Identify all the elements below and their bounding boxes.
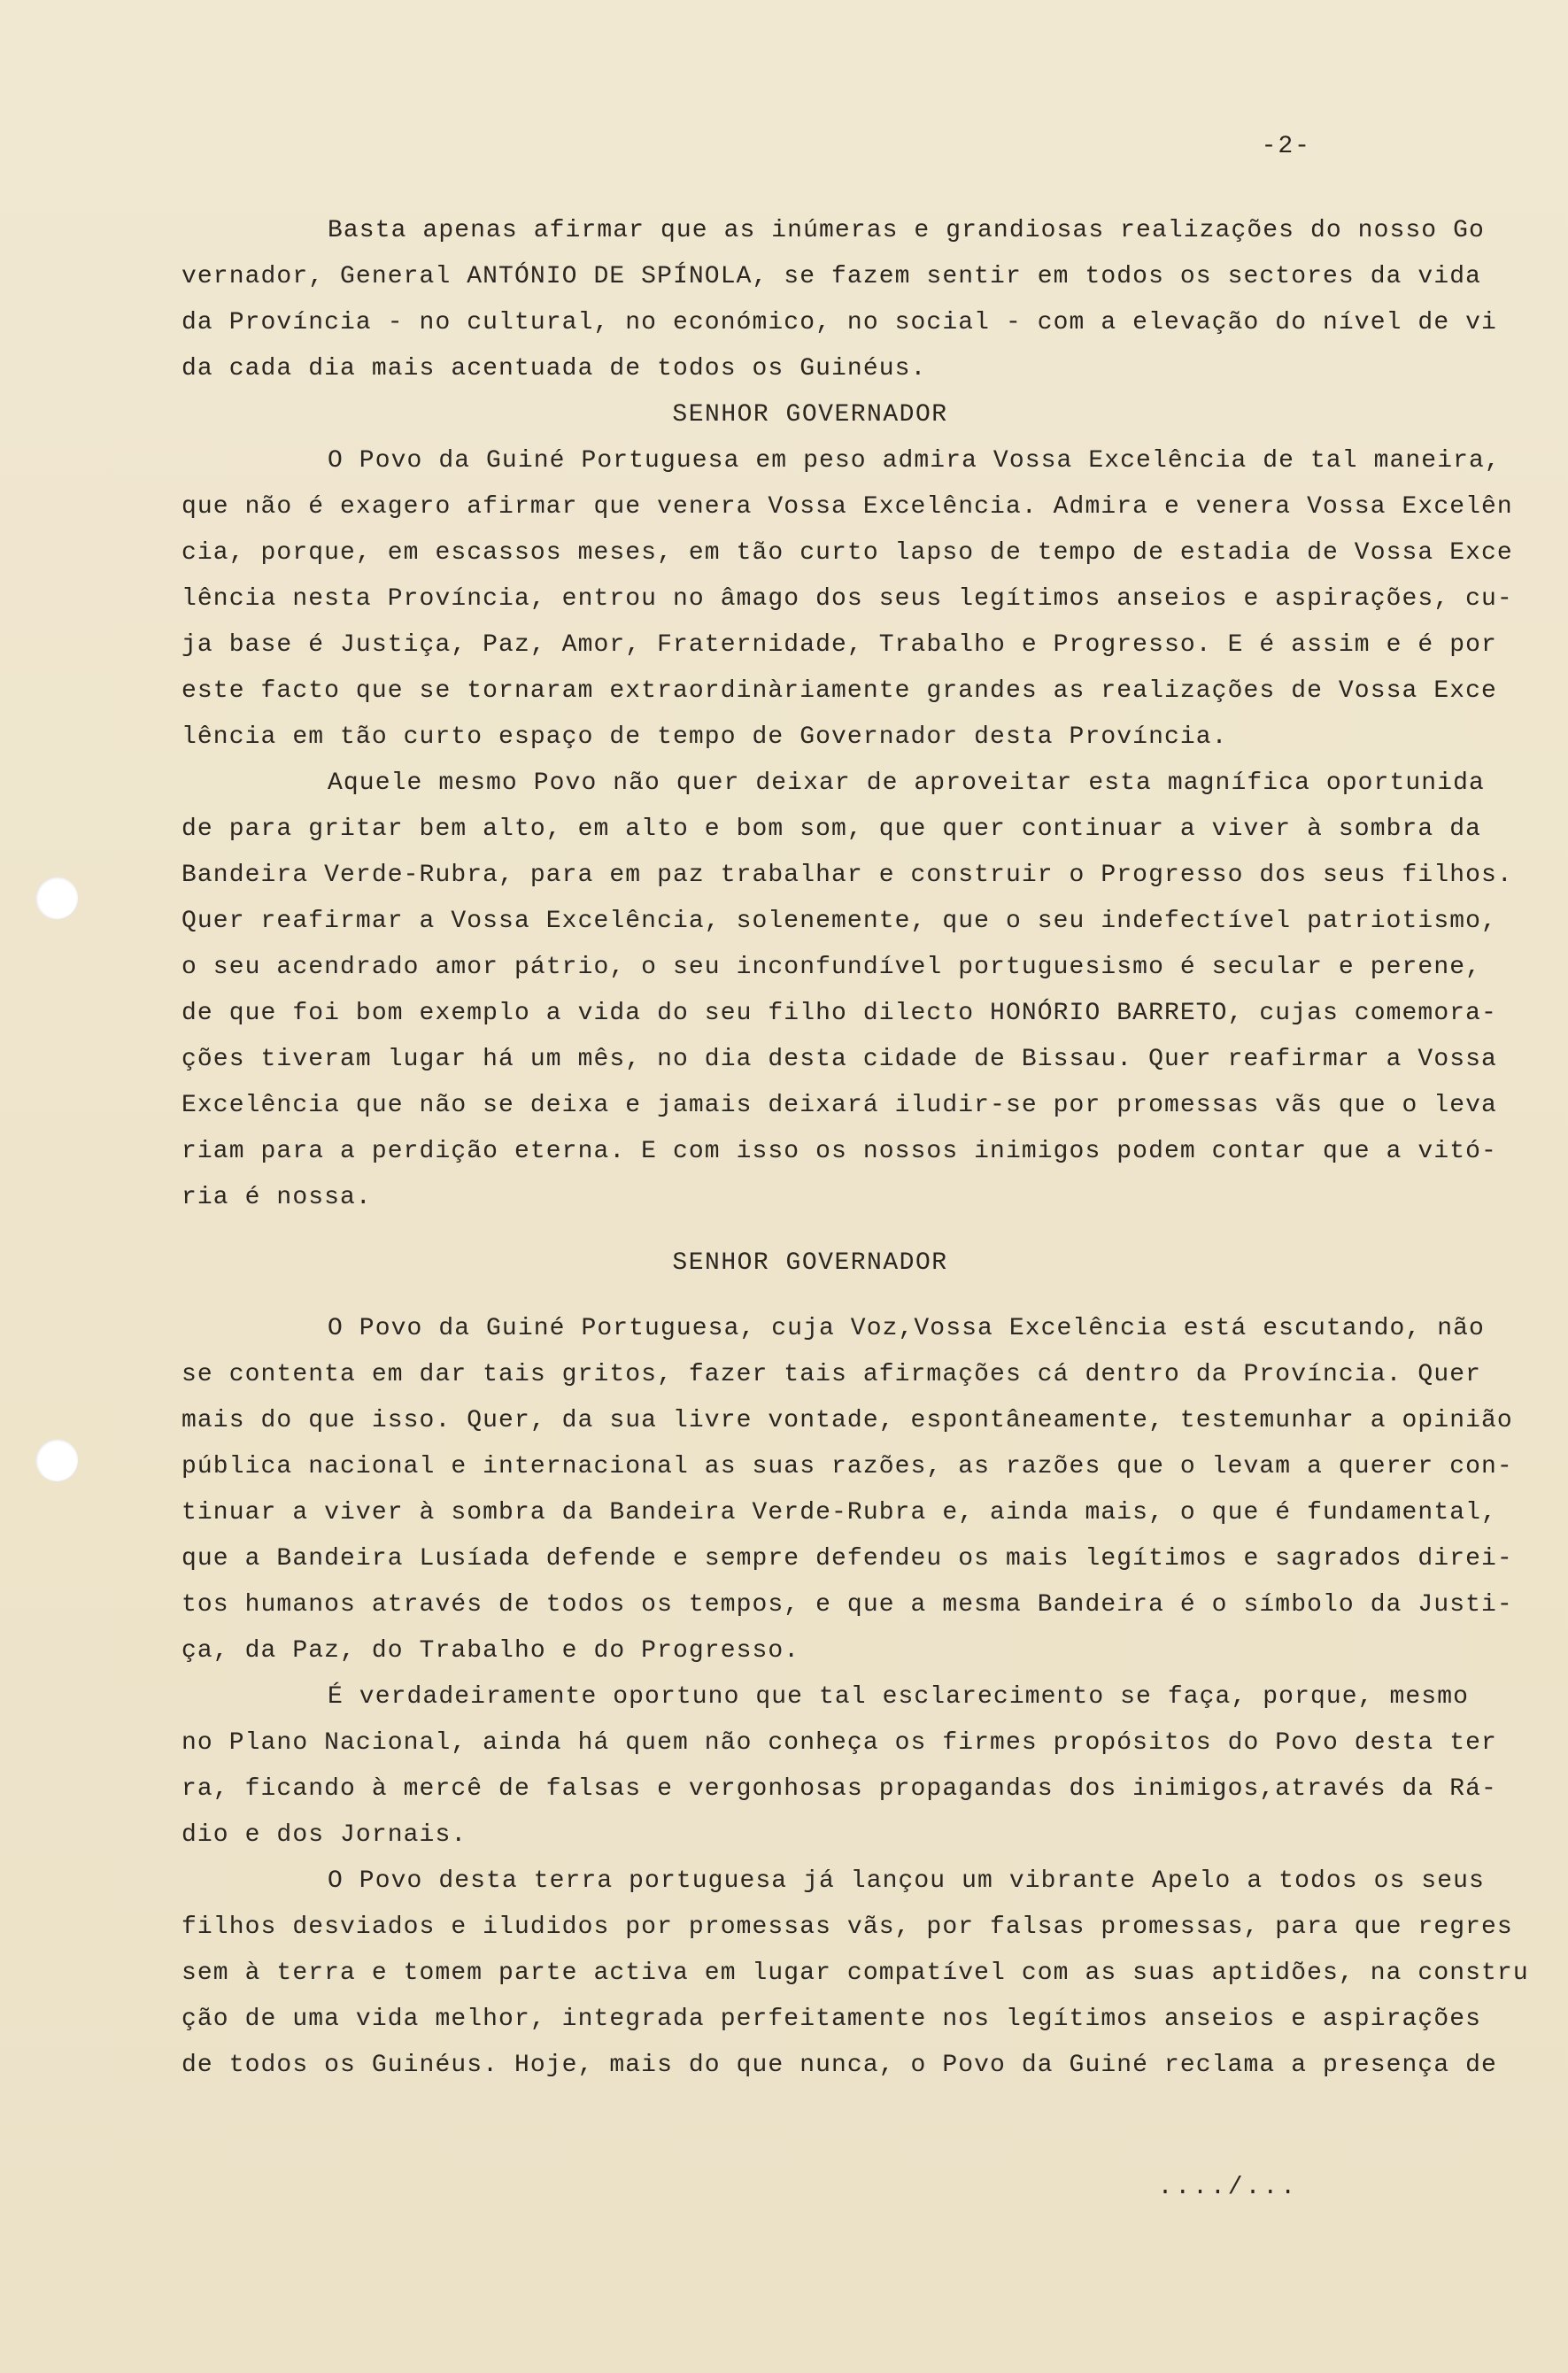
text-line: ria é nossa.	[182, 1184, 372, 1211]
document-body	[182, 208, 1529, 2089]
text-line: O Povo desta terra portuguesa já lançou um vibrante Apelo a todos os seus	[328, 1867, 1485, 1895]
text-line: vernador, General ANTÓNIO DE SPÍNOLA, se fazem sentir em todos os sectores da vida	[182, 263, 1482, 290]
spacer	[182, 1221, 1439, 1241]
text-line: que não é exagero afirmar que venera Vossa Excelência. Admira e venera Vossa Excelên	[182, 493, 1513, 521]
section-heading: SENHOR GOVERNADOR	[672, 1249, 948, 1277]
text-line: ra, ficando à mercê de falsas e vergonhosas propagandas dos inimigos,através da Rá-	[182, 1775, 1497, 1803]
spacer	[182, 1287, 1439, 1306]
text-line: que a Bandeira Lusíada defende e sempre defendeu os mais legítimos e sagrados direi-	[182, 1545, 1513, 1573]
text-line: Quer reafirmar a Vossa Excelência, solenemente, que o seu indefectível patriotismo,	[182, 908, 1497, 935]
text-line: de que foi bom exemplo a vida do seu filho dilecto HONÓRIO BARRETO, cujas comemora-	[182, 1000, 1497, 1027]
continuation-mark: ..../...	[1157, 2174, 1298, 2201]
text-line: lência em tão curto espaço de tempo de Governador desta Província.	[182, 723, 1228, 751]
text-line: ções tiveram lugar há um mês, no dia desta cidade de Bissau. Quer reafirmar a Vossa	[182, 1046, 1497, 1073]
text-line: cia, porque, em escassos meses, em tão curto lapso de tempo de estadia de Vossa Exce	[182, 539, 1513, 567]
text-line: O Povo da Guiné Portuguesa em peso admira Vossa Excelência de tal maneira,	[328, 447, 1501, 475]
text-line: ção de uma vida melhor, integrada perfeitamente nos legítimos anseios e aspirações	[182, 2006, 1482, 2033]
text-line: Excelência que não se deixa e jamais deixará iludir-se por promessas vãs que o leva	[182, 1092, 1497, 1119]
text-line: sem à terra e tomem parte activa em lugar compatível com as suas aptidões, na constru	[182, 1959, 1529, 1987]
text-line: de todos os Guinéus. Hoje, mais do que nunca, o Povo da Guiné reclama a presença de	[182, 2052, 1497, 2079]
punch-hole	[35, 1439, 78, 1481]
text-line: no Plano Nacional, ainda há quem não conheça os firmes propósitos do Povo desta ter	[182, 1729, 1497, 1757]
text-line: ja base é Justiça, Paz, Amor, Fraternidade, Trabalho e Progresso. E é assim e é por	[182, 631, 1497, 659]
text-line: Basta apenas afirmar que as inúmeras e grandiosas realizações do nosso Go	[328, 217, 1485, 244]
text-line: riam para a perdição eterna. E com isso os nossos inimigos podem contar que a vitó-	[182, 1138, 1497, 1165]
text-line: Aquele mesmo Povo não quer deixar de aproveitar esta magnífica oportunida	[328, 769, 1485, 797]
text-line: o seu acendrado amor pátrio, o seu inconfundível portuguesismo é secular e perene,	[182, 954, 1482, 981]
text-line: da Província - no cultural, no económico, no social - com a elevação do nível de vi	[182, 309, 1497, 336]
text-line: O Povo da Guiné Portuguesa, cuja Voz,Vossa Excelência está escutando, não	[328, 1315, 1485, 1342]
text-line: Bandeira Verde-Rubra, para em paz trabalhar e construir o Progresso dos seus filhos.	[182, 862, 1513, 889]
page-number: -2-	[1261, 133, 1311, 160]
text-line: este facto que se tornaram extraordinàriamente grandes as realizações de Vossa Exce	[182, 677, 1497, 705]
text-line: lência nesta Província, entrou no âmago dos seus legítimos anseios e aspirações, cu-	[182, 585, 1513, 613]
text-line: de para gritar bem alto, em alto e bom som, que quer continuar a viver à sombra da	[182, 815, 1482, 843]
text-line: ça, da Paz, do Trabalho e do Progresso.	[182, 1637, 800, 1665]
text-line: filhos desviados e iludidos por promessas vãs, por falsas promessas, para que regres	[182, 1913, 1513, 1941]
text-line: se contenta em dar tais gritos, fazer tais afirmações cá dentro da Província. Quer	[182, 1361, 1482, 1388]
text-line: da cada dia mais acentuada de todos os Guinéus.	[182, 355, 927, 383]
text-line: dio e dos Jornais.	[182, 1821, 467, 1849]
text-line: tinuar a viver à sombra da Bandeira Verde-Rubra e, ainda mais, o que é fundamental,	[182, 1499, 1497, 1527]
text-line: É verdadeiramente oportuno que tal esclarecimento se faça, porque, mesmo	[328, 1683, 1469, 1711]
text-line: tos humanos através de todos os tempos, e que a mesma Bandeira é o símbolo da Justi-	[182, 1591, 1513, 1619]
punch-hole	[35, 877, 78, 919]
text-line: pública nacional e internacional as suas razões, as razões que o levam a querer con-	[182, 1453, 1513, 1480]
text-line: mais do que isso. Quer, da sua livre vontade, espontâneamente, testemunhar a opinião	[182, 1407, 1513, 1434]
section-heading: SENHOR GOVERNADOR	[672, 401, 948, 429]
